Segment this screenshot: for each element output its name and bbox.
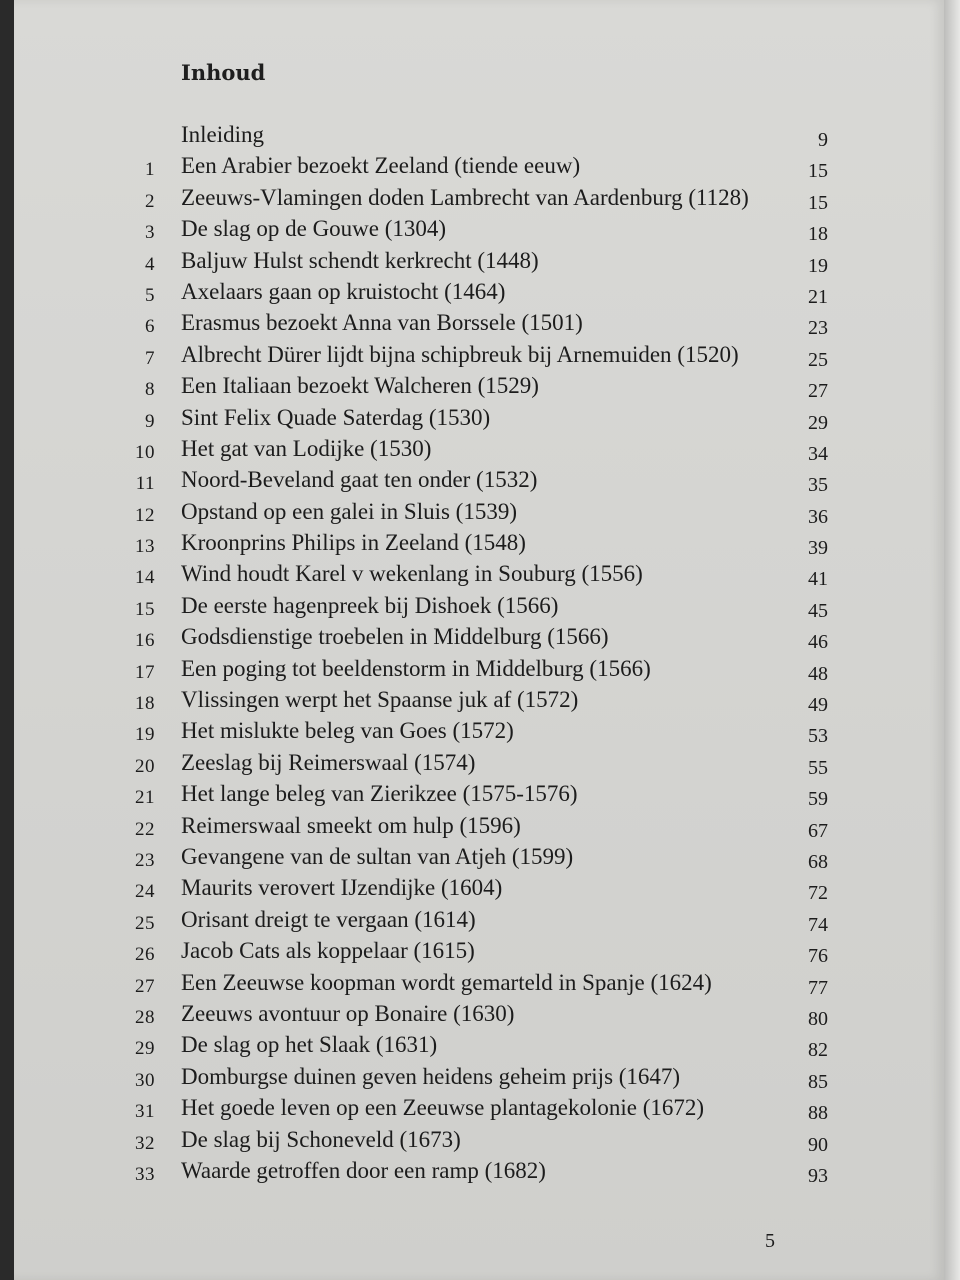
chapter-number: 32 <box>135 1132 155 1154</box>
chapter-page-number: 67 <box>808 819 828 842</box>
toc-entry <box>0 685 960 716</box>
chapter-page-number: 88 <box>808 1102 828 1125</box>
chapter-page-number: 45 <box>808 599 828 622</box>
chapter-title: Zeeuws-Vlamingen doden Lambrecht van Aardenburg (1128) <box>181 184 749 210</box>
chapter-number: 21 <box>135 787 155 809</box>
chapter-title: Een Arabier bezoekt Zeeland (tiende eeuw) <box>181 153 581 179</box>
chapter-title: Erasmus bezoekt Anna van Borssele (1501) <box>181 310 583 336</box>
toc-entry <box>0 842 960 873</box>
chapter-page-number: 59 <box>808 788 828 811</box>
chapter-title: Orisant dreigt te vergaan (1614) <box>181 906 476 932</box>
chapter-page-number: 15 <box>808 191 828 214</box>
toc-entry <box>0 1062 960 1093</box>
toc-entry <box>0 277 960 308</box>
chapter-title: Sint Felix Quade Saterdag (1530) <box>181 404 491 430</box>
chapter-number: 2 <box>145 190 155 212</box>
chapter-number: 7 <box>145 347 155 369</box>
chapter-title: Axelaars gaan op kruistocht (1464) <box>181 278 506 304</box>
chapter-number: 8 <box>145 379 155 401</box>
chapter-title: Reimerswaal smeekt om hulp (1596) <box>181 812 521 838</box>
chapter-number: 19 <box>135 724 155 746</box>
toc-entry <box>0 214 960 245</box>
chapter-title: Opstand op een galei in Sluis (1539) <box>181 498 518 524</box>
chapter-title: Het gat van Lodijke (1530) <box>181 435 432 461</box>
chapter-title: Een Italiaan bezoekt Walcheren (1529) <box>181 373 539 399</box>
toc-entry <box>0 1093 960 1124</box>
chapter-title: Een Zeeuwse koopman wordt gemarteld in Spanje (1624) <box>181 969 712 995</box>
chapter-number: 28 <box>135 1006 155 1028</box>
chapter-number: 22 <box>135 818 155 840</box>
toc-entry <box>0 873 960 904</box>
chapter-number: 9 <box>145 410 155 432</box>
chapter-title: Jacob Cats als koppelaar (1615) <box>181 938 475 964</box>
chapter-page-number: 55 <box>808 756 828 779</box>
chapter-page-number: 85 <box>808 1070 828 1093</box>
chapter-title: Inleiding <box>181 122 265 147</box>
chapter-title: Baljuw Hulst schendt kerkrecht (1448) <box>181 247 539 273</box>
chapter-page-number: 48 <box>808 662 828 685</box>
toc-entry <box>0 936 960 967</box>
toc-entry <box>0 968 960 999</box>
chapter-title: De slag op de Gouwe (1304) <box>181 216 447 242</box>
toc-entry <box>0 371 960 402</box>
chapter-number: 29 <box>135 1038 155 1060</box>
chapter-page-number: 41 <box>808 568 828 591</box>
toc-entry <box>0 811 960 842</box>
chapter-number: 24 <box>135 881 155 903</box>
toc-entry <box>0 151 960 182</box>
chapter-page-number: 90 <box>808 1133 828 1156</box>
toc-heading: Inhoud <box>181 60 266 85</box>
chapter-number: 1 <box>145 159 155 181</box>
chapter-page-number: 23 <box>808 317 828 340</box>
chapter-page-number: 76 <box>808 945 828 968</box>
chapter-title: De slag op het Slaak (1631) <box>181 1032 438 1058</box>
chapter-page-number: 15 <box>808 160 828 183</box>
chapter-page-number: 72 <box>808 882 828 905</box>
chapter-title: Een poging tot beeldenstorm in Middelburg (1566) <box>181 655 651 681</box>
chapter-page-number: 77 <box>808 976 828 999</box>
toc-entry <box>0 340 960 371</box>
toc-entry <box>0 716 960 747</box>
chapter-number: 26 <box>135 944 155 966</box>
chapter-number: 5 <box>145 284 155 306</box>
chapter-page-number: 9 <box>818 129 828 151</box>
chapter-number: 20 <box>135 755 155 777</box>
toc-entry <box>0 1125 960 1156</box>
chapter-title: Vlissingen werpt het Spaanse juk af (1572) <box>181 687 579 713</box>
chapter-page-number: 80 <box>808 1007 828 1030</box>
toc-entry <box>0 465 960 496</box>
toc-entry <box>0 779 960 810</box>
chapter-title: Noord-Beveland gaat ten onder (1532) <box>181 467 538 493</box>
chapter-page-number: 93 <box>808 1164 828 1187</box>
toc-entry <box>0 622 960 653</box>
chapter-page-number: 34 <box>808 442 828 465</box>
chapter-page-number: 19 <box>808 254 828 277</box>
chapter-number: 23 <box>135 849 155 871</box>
chapter-title: Waarde getroffen door een ramp (1682) <box>181 1157 546 1183</box>
chapter-number: 25 <box>135 912 155 934</box>
chapter-title: De slag bij Schoneveld (1673) <box>181 1126 461 1152</box>
chapter-title: De eerste hagenpreek bij Dishoek (1566) <box>181 592 559 618</box>
chapter-number: 30 <box>135 1069 155 1091</box>
chapter-title: Albrecht Dürer lijdt bijna schipbreuk bij Arnemuiden (1520) <box>181 341 739 367</box>
toc-entry <box>0 528 960 559</box>
chapter-page-number: 74 <box>808 913 828 936</box>
chapter-title: Wind houdt Karel v wekenlang in Souburg (1556) <box>181 561 643 587</box>
chapter-title: Maurits verovert IJzendijke (1604) <box>181 875 503 901</box>
toc-entry <box>0 1030 960 1061</box>
chapter-title: Godsdienstige troebelen in Middelburg (1566) <box>181 624 609 650</box>
chapter-number: 27 <box>135 975 155 997</box>
chapter-title: Het goede leven op een Zeeuwse plantagekolonie (1672) <box>181 1095 705 1121</box>
chapter-page-number: 18 <box>808 223 828 246</box>
chapter-title: Zeeslag bij Reimerswaal (1574) <box>181 749 476 775</box>
toc-entry <box>0 654 960 685</box>
toc-entry <box>0 1156 960 1187</box>
chapter-page-number: 46 <box>808 631 828 654</box>
chapter-page-number: 68 <box>808 850 828 873</box>
chapter-title: Het mislukte beleg van Goes (1572) <box>181 718 514 744</box>
chapter-page-number: 35 <box>808 474 828 497</box>
chapter-page-number: 39 <box>808 537 828 560</box>
chapter-page-number: 27 <box>808 380 828 403</box>
chapter-title: Kroonprins Philips in Zeeland (1548) <box>181 530 526 556</box>
chapter-number: 11 <box>135 473 155 495</box>
toc-entry <box>0 403 960 434</box>
chapter-title: Het lange beleg van Zierikzee (1575-1576) <box>181 781 578 807</box>
chapter-title: Domburgse duinen geven heidens geheim prijs (1647) <box>181 1063 681 1089</box>
toc-entry <box>0 434 960 465</box>
chapter-number: 14 <box>135 567 155 589</box>
chapter-number: 12 <box>135 504 155 526</box>
chapter-number: 16 <box>135 630 155 652</box>
toc-entry <box>0 497 960 528</box>
chapter-page-number: 82 <box>808 1039 828 1062</box>
chapter-page-number: 36 <box>808 505 828 528</box>
chapter-page-number: 53 <box>808 725 828 748</box>
chapter-page-number: 49 <box>808 694 828 717</box>
toc-entry <box>0 183 960 214</box>
chapter-number: 10 <box>135 441 155 463</box>
table-of-contents <box>0 120 960 1187</box>
toc-entry <box>0 591 960 622</box>
page-number: 5 <box>765 1230 775 1252</box>
chapter-number: 6 <box>145 316 155 338</box>
toc-entry <box>0 748 960 779</box>
chapter-title: Zeeuws avontuur op Bonaire (1630) <box>181 1000 515 1026</box>
chapter-number: 33 <box>135 1163 155 1185</box>
chapter-number: 3 <box>145 222 155 244</box>
chapter-number: 4 <box>145 253 155 275</box>
chapter-title: Gevangene van de sultan van Atjeh (1599) <box>181 843 574 869</box>
chapter-page-number: 29 <box>808 411 828 434</box>
toc-entry <box>0 120 960 151</box>
chapter-page-number: 25 <box>808 348 828 371</box>
chapter-number: 13 <box>135 536 155 558</box>
chapter-page-number: 21 <box>808 285 828 308</box>
toc-entry <box>0 559 960 590</box>
chapter-number: 31 <box>135 1101 155 1123</box>
toc-entry <box>0 308 960 339</box>
chapter-number: 18 <box>135 693 155 715</box>
toc-entry <box>0 905 960 936</box>
chapter-number: 15 <box>135 598 155 620</box>
toc-entry <box>0 246 960 277</box>
toc-entry <box>0 999 960 1030</box>
chapter-number: 17 <box>135 661 155 683</box>
